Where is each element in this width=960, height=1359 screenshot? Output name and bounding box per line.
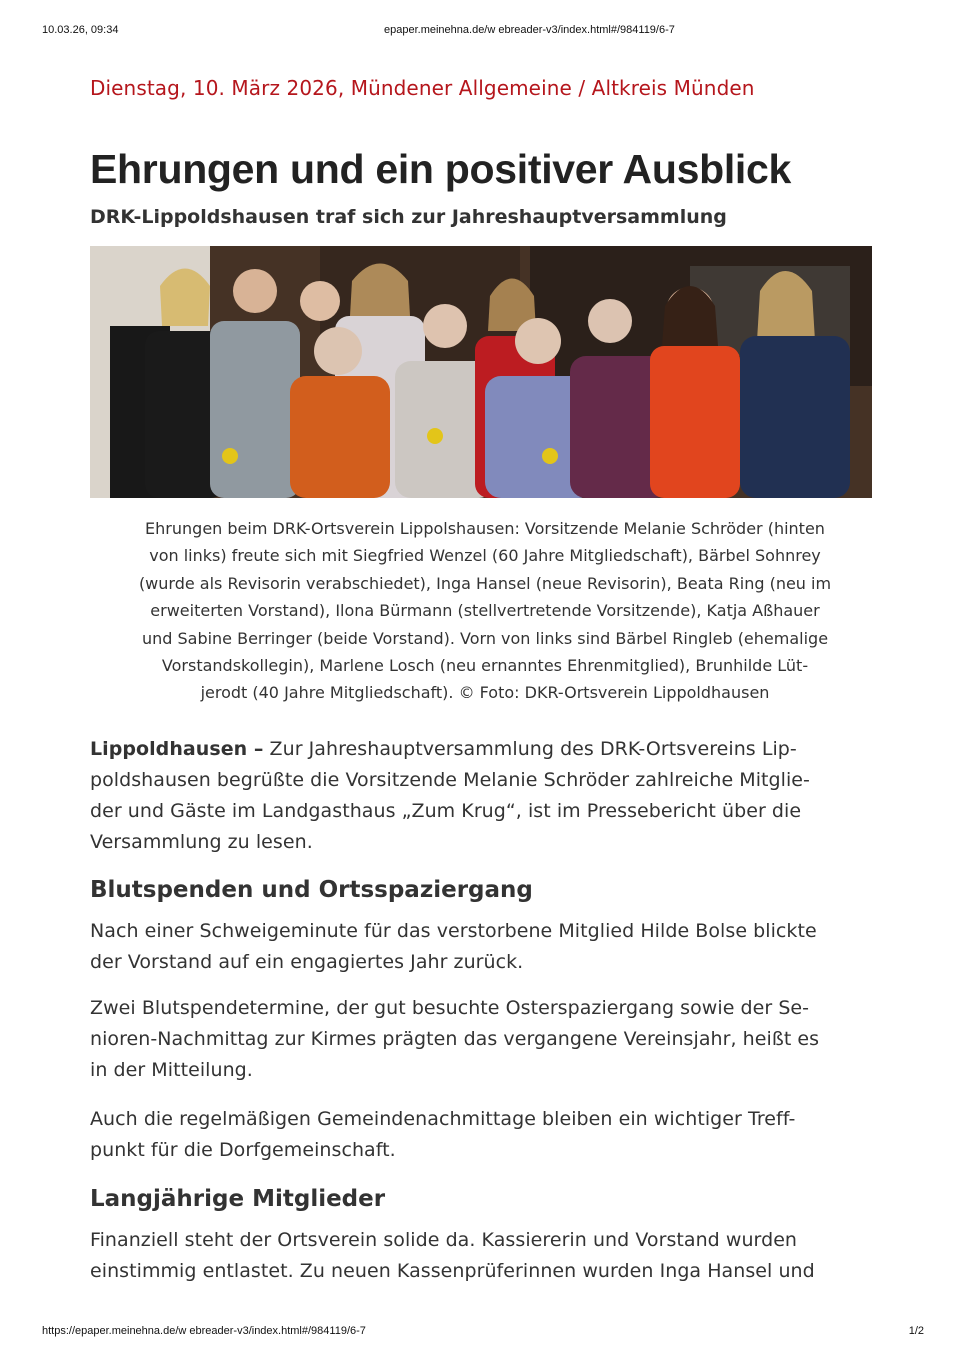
paragraph-3 <box>90 1104 880 1166</box>
intro-line: Versammlung zu lesen. <box>90 831 313 853</box>
paragraph-line: Auch die regelmäßigen Gemeindenachmittage bleiben ein wichtiger Treff- <box>90 1108 796 1130</box>
print-header <box>0 24 960 38</box>
caption-line: (wurde als Revisorin verabschiedet), Inga Hansel (neue Revisorin), Beata Ring (neu im <box>138 573 832 593</box>
intro-line-text: Zur Jahreshauptversammlung des DRK-Ortsvereins Lip- <box>263 738 797 760</box>
intro-line <box>90 734 880 765</box>
photo-caption <box>90 515 880 707</box>
intro-line: der und Gäste im Landgasthaus „Zum Krug“, ist im Pressebericht über die <box>90 800 802 822</box>
headline: Ehrungen und ein positiver Ausblick <box>90 146 792 192</box>
section-heading-mitglieder: Langjährige Mitglieder <box>90 1186 386 1212</box>
caption-line: und Sabine Berringer (beide Vorstand). Vorn von links sind Bärbel Ringleb (ehemalige <box>141 628 829 648</box>
footer-url: https://epaper.meinehna.de/w ebreader-v3/index.html#/984119/6-7 <box>42 1325 366 1337</box>
caption-line: jerodt (40 Jahre Mitgliedschaft). © Foto: DKR-Ortsverein Lippoldhausen <box>200 683 770 703</box>
page-number: 1/2 <box>908 1325 924 1337</box>
paragraph-line: einstimmig entlastet. Zu neuen Kassenprüferinnen wurden Inga Hansel und <box>90 1260 815 1282</box>
caption-line: erweiterten Vorstand), Ilona Bürmann (stellvertretende Vorsitzende), Katja Aßhauer <box>150 601 820 621</box>
paragraph-2 <box>90 993 880 1086</box>
caption-line: Vorstandskollegin), Marlene Losch (neu ernanntes Ehrenmitglied), Brunhilde Lüt- <box>161 656 809 676</box>
caption-line: von links) freute sich mit Siegfried Wenzel (60 Jahre Mitgliedschaft), Bärbel Sohnrey <box>149 546 821 566</box>
caption-line: Ehrungen beim DRK-Ortsverein Lippolshausen: Vorsitzende Melanie Schröder (hinten <box>145 519 825 538</box>
paragraph-4 <box>90 1225 880 1287</box>
dateline: Dienstag, 10. März 2026, Mündener Allgemeine / Altkreis Münden <box>90 76 755 100</box>
paragraph-line: Finanziell steht der Ortsverein solide da. Kassiererin und Vorstand wurden <box>90 1229 798 1251</box>
intro-line: poldshausen begrüßte die Vorsitzende Melanie Schröder zahlreiche Mitglie- <box>90 769 810 791</box>
paragraph-line: in der Mitteilung. <box>90 1059 253 1081</box>
print-url: epaper.meinehna.de/w ebreader-v3/index.html#/984119/6-7 <box>384 24 675 36</box>
subheadline: DRK-Lippoldshausen traf sich zur Jahreshauptversammlung <box>90 206 727 228</box>
paragraph-line: punkt für die Dorfgemeinschaft. <box>90 1139 396 1161</box>
intro-paragraph <box>90 734 880 858</box>
paragraph-line: der Vorstand auf ein engagiertes Jahr zurück. <box>90 951 524 973</box>
paragraph-line: nioren-Nachmittag zur Kirmes prägten das vergangene Vereinsjahr, heißt es <box>90 1028 820 1050</box>
print-datetime: 10.03.26, 09:34 <box>42 24 119 36</box>
section-heading-blutspenden: Blutspenden und Ortsspaziergang <box>90 877 533 903</box>
paragraph-line: Nach einer Schweigeminute für das verstorbene Mitglied Hilde Bolse blickte <box>90 920 817 942</box>
intro-lead: Lippoldhausen – <box>90 738 264 760</box>
paragraph-1 <box>90 916 880 978</box>
group-photo-illustration <box>90 246 872 498</box>
article-photo <box>90 246 872 498</box>
paragraph-line: Zwei Blutspendetermine, der gut besuchte Osterspaziergang sowie der Se- <box>90 997 810 1019</box>
print-footer <box>0 1325 960 1339</box>
